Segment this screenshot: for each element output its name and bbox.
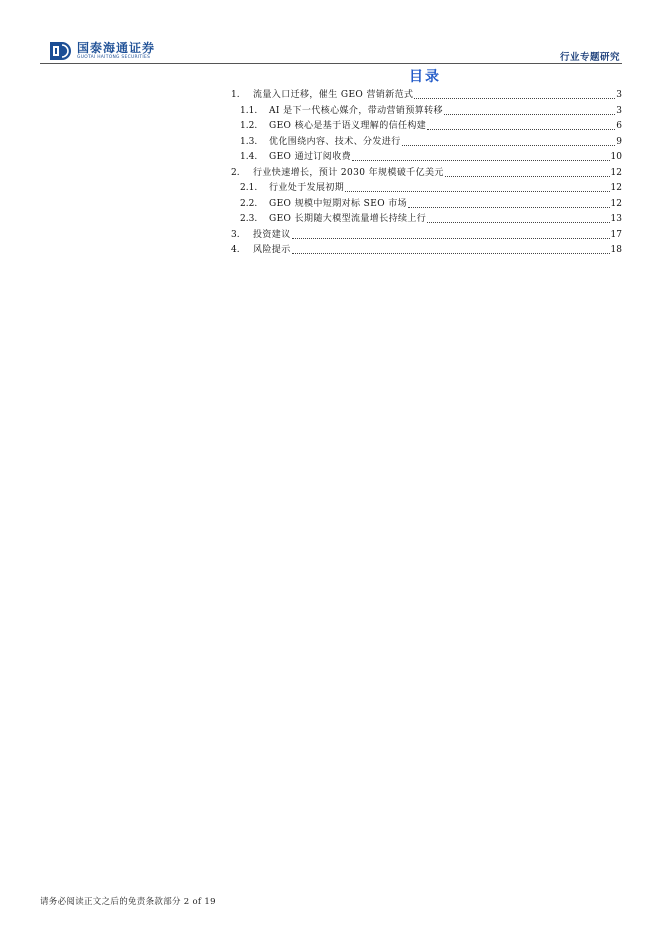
report-type-label: 行业专题研究 [559,52,620,63]
toc-entry-page: 6 [616,121,622,131]
toc-entry-label: 优化围绕内容、技术、分发进行 [269,136,401,147]
toc-entry-label: 风险提示 [253,245,291,255]
toc-leader-dots [444,104,615,115]
toc-entry-number: 2. [231,167,240,178]
toc-entry-label: GEO 规模中短期对标 SEO 市场 [269,198,408,209]
logo-chinese-name: 国泰海通证券 [77,40,156,55]
toc-title: 目录 [409,69,441,85]
logo-english-name: GUOTAI HAITONG SECURITIES [77,54,151,60]
toc-entry-page: 12 [610,198,622,209]
toc-leader-dots [292,243,610,254]
toc-entry-page: 13 [610,214,622,224]
toc-leader-dots [402,135,616,146]
toc-entry-label: GEO 通过订阅收费 [269,152,351,162]
toc-entry-page: 17 [610,229,622,240]
toc-entry[interactable] [228,212,622,228]
toc-entry-label: GEO 核心是基于语义理解的信任构建 [269,121,427,131]
toc-entry-page: 12 [610,167,622,178]
toc-entry-number: 1. [231,90,240,100]
toc-entry[interactable] [228,88,622,104]
toc-leader-dots [292,228,610,239]
toc-entry-number: 1.1. [240,105,258,116]
header-divider [40,63,622,64]
toc-entry-label: 投资建议 [253,229,291,240]
toc-entry[interactable] [228,197,622,213]
toc-leader-dots [408,197,610,208]
toc-entry[interactable] [228,228,622,244]
toc-entry-number: 3. [231,229,240,240]
toc-entry-page: 9 [616,136,622,147]
toc-entry-page: 3 [616,90,622,100]
toc-entry[interactable] [228,181,622,197]
toc-entry-label: GEO 长期随大模型流量增长持续上行 [269,214,427,224]
toc-entry-label: 行业快速增长，预计 2030 年规模破千亿美元 [253,167,444,178]
toc-entry-number: 1.4. [240,152,258,162]
toc-leader-dots [445,166,610,177]
toc-entry[interactable] [228,166,622,182]
toc-entry[interactable] [228,135,622,151]
toc-leader-dots [414,88,615,99]
toc-entry-number: 1.3. [240,136,258,147]
toc-entry-number: 2.3. [240,214,258,224]
table-of-contents [228,88,622,259]
toc-entry-number: 2.2. [240,198,258,209]
toc-leader-dots [427,119,615,130]
toc-entry[interactable] [228,243,622,259]
toc-entry-page: 10 [610,152,622,162]
toc-leader-dots [345,181,609,192]
toc-entry-page: 18 [610,245,622,255]
page-header [40,40,622,64]
toc-entry-label: AI 是下一代核心媒介，带动营销预算转移 [269,105,443,116]
toc-entry-number: 2.1. [240,183,258,193]
logo-emblem-icon [46,40,72,62]
toc-entry-label: 行业处于发展初期 [269,183,345,193]
company-logo [40,40,155,62]
toc-leader-dots [352,150,610,161]
page-footer-disclaimer: 请务必阅读正文之后的免责条款部分 2 of 19 [40,897,216,907]
toc-entry[interactable] [228,119,622,135]
toc-entry-page: 12 [610,183,622,193]
toc-leader-dots [427,212,609,223]
toc-entry-label: 流量入口迁移，催生 GEO 营销新范式 [253,90,414,100]
toc-entry[interactable] [228,104,622,120]
toc-entry[interactable] [228,150,622,166]
toc-entry-page: 3 [616,105,622,116]
toc-entry-number: 1.2. [240,121,258,131]
toc-entry-number: 4. [231,245,240,255]
